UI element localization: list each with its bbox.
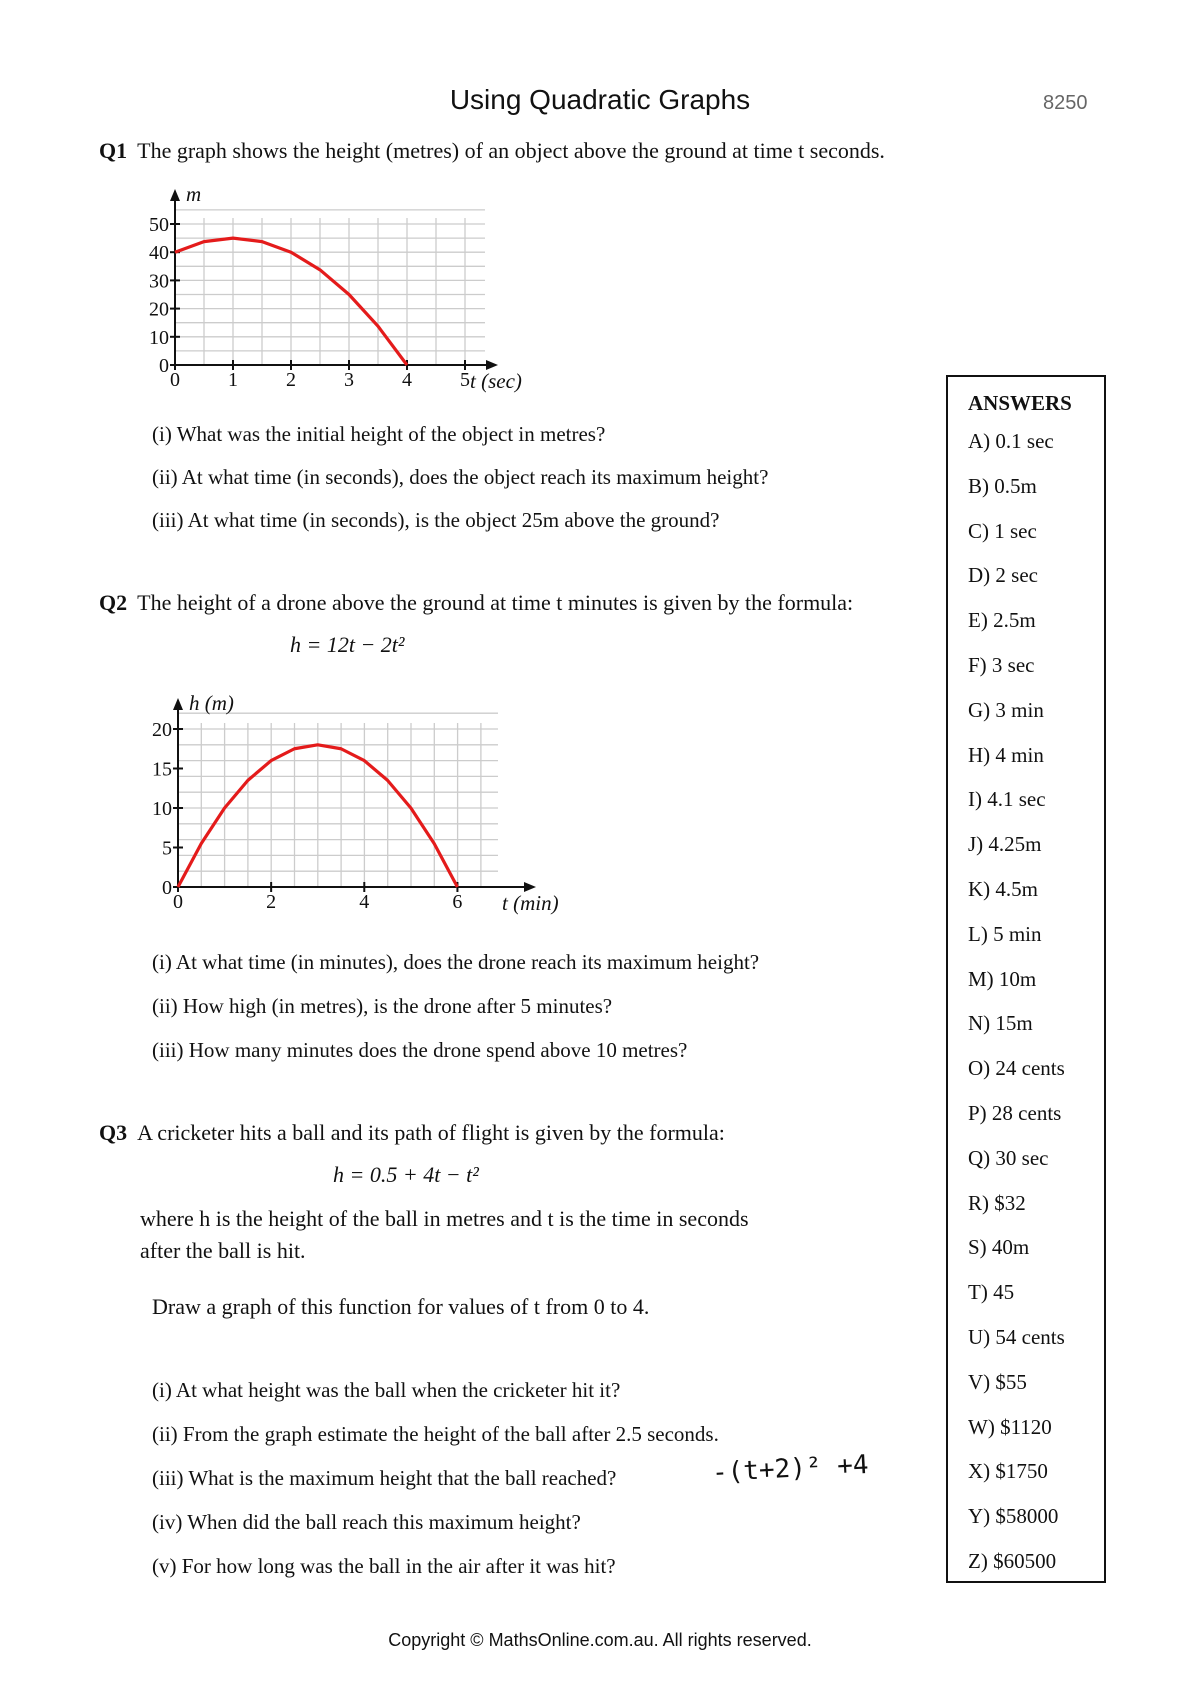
q3-sub-ii: (ii) From the graph estimate the height of the ball after 2.5 seconds. xyxy=(152,1422,719,1446)
y-tick-label: 40 xyxy=(149,242,169,265)
copyright-footer: Copyright © MathsOnline.com.au. All rights reserved. xyxy=(388,1630,812,1650)
answer-option: H) 4 min xyxy=(968,742,1044,767)
answers-title: ANSWERS xyxy=(968,391,1072,415)
handwritten-note: -(t+2)² +4 xyxy=(711,1449,870,1489)
q3-sub-v: (v) For how long was the ball in the air after it was hit? xyxy=(152,1554,616,1578)
q3-sub-i: (i) At what height was the ball when the cricketer hit it? xyxy=(152,1378,621,1402)
q3-sub-iii: (iii) What is the maximum height that the ball reached? xyxy=(152,1466,617,1490)
q3-formula: h = 0.5 + 4t − t² xyxy=(333,1162,479,1187)
q2-sub-i: (i) At what time (in minutes), does the drone reach its maximum height? xyxy=(152,950,760,974)
q3-number: Q3 xyxy=(99,1120,128,1145)
x-tick-label: 2 xyxy=(286,369,296,391)
x-tick-label: 0 xyxy=(173,891,183,913)
page-title: Using Quadratic Graphs xyxy=(449,84,751,115)
q1-sub-ii: (ii) At what time (in seconds), does the object reach its maximum height? xyxy=(152,465,769,489)
answer-option: P) 28 cents xyxy=(968,1100,1062,1125)
answer-option: L) 5 min xyxy=(968,921,1042,946)
q1-number: Q1 xyxy=(99,138,128,163)
q3-where-line1: where h is the height of the ball in metres and t is the time in seconds xyxy=(140,1206,749,1231)
answer-option: O) 24 cents xyxy=(968,1056,1065,1081)
x-tick-label: 1 xyxy=(228,369,238,391)
answer-option: B) 0.5m xyxy=(968,473,1037,498)
x-tick-label: 2 xyxy=(266,891,277,913)
answer-option: I) 4.1 sec xyxy=(968,787,1046,812)
y-tick-label: 30 xyxy=(149,270,169,293)
answer-option: C) 1 sec xyxy=(968,518,1037,543)
answer-option: A) 0.1 sec xyxy=(968,429,1054,453)
answers-list xyxy=(968,429,1065,1594)
q1-sub-iii: (iii) At what time (in seconds), is the object 25m above the ground? xyxy=(152,508,720,532)
y-tick-label: 10 xyxy=(149,326,169,349)
x-tick-label: 4 xyxy=(402,369,412,391)
q1-text: The graph shows the height (metres) of an object above the ground at time t seconds. xyxy=(137,138,885,163)
q2-prompt xyxy=(99,590,853,616)
y-axis-label: m xyxy=(186,185,202,206)
y-tick-label: 10 xyxy=(152,798,172,820)
answer-option: J) 4.25m xyxy=(968,832,1042,857)
answer-option: Q) 30 sec xyxy=(968,1145,1049,1170)
y-tick-label: 20 xyxy=(152,719,172,741)
answer-option: K) 4.5m xyxy=(968,876,1038,901)
y-axis-arrow xyxy=(170,189,180,201)
q2-sub-ii: (ii) How high (in metres), is the drone after 5 minutes? xyxy=(152,994,613,1018)
y-axis-arrow xyxy=(173,698,183,710)
chart-q1 xyxy=(130,185,550,400)
q3-where-line2: after the ball is hit. xyxy=(140,1238,306,1263)
q2-number: Q2 xyxy=(99,590,128,615)
worksheet-code: 8250 xyxy=(1043,92,1088,114)
y-tick-label: 20 xyxy=(149,298,169,321)
answer-option: R) $32 xyxy=(968,1190,1026,1215)
x-tick-label: 0 xyxy=(170,369,180,391)
x-tick-label: 6 xyxy=(452,891,463,913)
q3-text: A cricketer hits a ball and its path of flight is given by the formula: xyxy=(137,1120,725,1145)
answer-option: E) 2.5m xyxy=(968,608,1036,633)
y-tick-label: 50 xyxy=(149,214,169,236)
q3-prompt xyxy=(99,1120,725,1146)
q2-sub-iii: (iii) How many minutes does the drone spend above 10 metres? xyxy=(152,1038,688,1062)
answer-option: Z) $60500 xyxy=(968,1548,1057,1573)
answer-option: N) 15m xyxy=(968,1011,1033,1036)
answer-option: T) 45 xyxy=(968,1280,1015,1305)
q3-sub-iv: (iv) When did the ball reach this maximum height? xyxy=(152,1510,581,1534)
y-axis-label: h (m) xyxy=(189,691,234,715)
y-tick-label: 15 xyxy=(152,758,172,781)
x-tick-label: 4 xyxy=(359,891,370,913)
x-tick-label: 3 xyxy=(344,369,354,391)
answer-option: X) $1750 xyxy=(968,1459,1048,1484)
chart-q2 xyxy=(130,690,600,920)
answer-option: W) $1120 xyxy=(968,1414,1052,1439)
y-tick-label: 0 xyxy=(162,877,172,899)
q1-sub-i: (i) What was the initial height of the object in metres? xyxy=(152,422,606,446)
q2-formula: h = 12t − 2t² xyxy=(290,632,405,657)
answer-option: D) 2 sec xyxy=(968,563,1038,588)
answer-option: M) 10m xyxy=(968,966,1037,991)
x-axis-label: t (sec) xyxy=(470,369,522,393)
y-tick-label: 0 xyxy=(159,355,169,377)
answer-option: U) 54 cents xyxy=(968,1324,1065,1349)
answer-option: G) 3 min xyxy=(968,697,1044,722)
x-axis-label: t (min) xyxy=(502,891,559,915)
q3-draw-instruction: Draw a graph of this function for values of t from 0 to 4. xyxy=(152,1294,650,1319)
y-tick-label: 5 xyxy=(162,837,172,860)
answer-option: V) $55 xyxy=(968,1369,1027,1394)
q1-prompt xyxy=(99,138,885,164)
answer-option: F) 3 sec xyxy=(968,652,1035,677)
answers-box xyxy=(946,375,1106,1583)
answer-option: Y) $58000 xyxy=(968,1504,1059,1529)
answer-option: S) 40m xyxy=(968,1235,1030,1260)
q2-text: The height of a drone above the ground at time t minutes is given by the formula: xyxy=(137,590,854,615)
x-tick-label: 5 xyxy=(460,369,470,391)
